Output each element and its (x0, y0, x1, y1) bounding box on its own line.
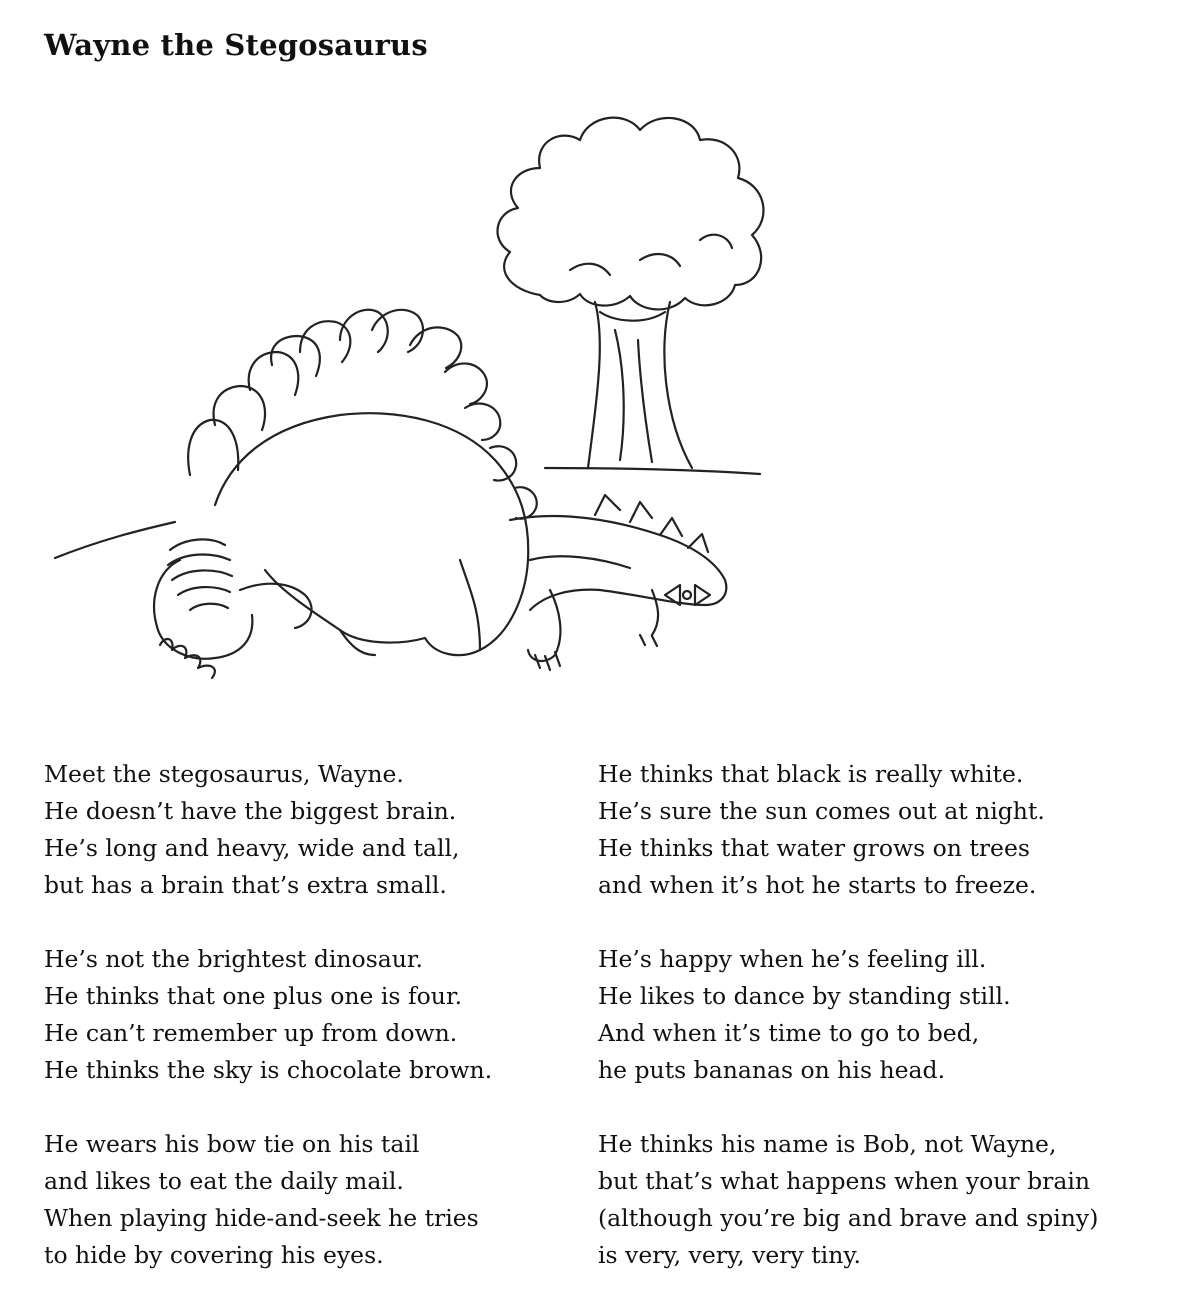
poem-line: And when it’s time to go to bed, (598, 1019, 980, 1047)
dinosaur-tail (510, 516, 726, 610)
stanza (44, 1126, 604, 1274)
poem-line: (although you’re big and brave and spiny) (598, 1204, 1099, 1232)
poem-line: He thinks that water grows on trees (598, 834, 1030, 862)
poem-line: He’s happy when he’s feeling ill. (598, 945, 987, 973)
poem-line: When playing hide-and-seek he tries (44, 1204, 479, 1232)
ground-line (55, 522, 175, 558)
poem-right-column (598, 756, 1158, 1311)
poem-line: He likes to dance by standing still. (598, 982, 1011, 1010)
poem-line: He doesn’t have the biggest brain. (44, 797, 457, 825)
dinosaur-body (215, 413, 528, 655)
stanza (598, 1126, 1158, 1274)
stanza (44, 756, 604, 904)
poem-line: and likes to eat the daily mail. (44, 1167, 404, 1195)
poem-line: He thinks that one plus one is four. (44, 982, 463, 1010)
poem-line: Meet the stegosaurus, Wayne. (44, 760, 404, 788)
poem-line: He thinks the sky is chocolate brown. (44, 1056, 493, 1084)
poem-line: but has a brain that’s extra small. (44, 871, 447, 899)
tree-trunk (664, 302, 692, 468)
page-title: Wayne the Stegosaurus (44, 28, 428, 62)
poem-line: to hide by covering his eyes. (44, 1241, 384, 1269)
poem-line: is very, very, very tiny. (598, 1241, 861, 1269)
stegosaurus-illustration (40, 90, 780, 700)
ground-line (545, 468, 760, 474)
hands-covering-eyes (168, 539, 232, 610)
poem-line: He wears his bow tie on his tail (44, 1130, 420, 1158)
poem-line: He thinks that black is really white. (598, 760, 1024, 788)
tail-spikes (595, 495, 708, 552)
stanza (44, 941, 604, 1089)
stanza (598, 941, 1158, 1089)
poem-line: He’s long and heavy, wide and tall, (44, 834, 460, 862)
poem-line: he puts bananas on his head. (598, 1056, 946, 1084)
poem-line: but that’s what happens when your brain (598, 1167, 1091, 1195)
dinosaur-head (154, 560, 252, 659)
tree-trunk (588, 302, 600, 468)
stanza (598, 756, 1158, 904)
poem-line: He’s sure the sun comes out at night. (598, 797, 1045, 825)
poem-line: He’s not the brightest dinosaur. (44, 945, 424, 973)
tree-canopy (498, 118, 764, 310)
poem-line: and when it’s hot he starts to freeze. (598, 871, 1037, 899)
poem-line: He can’t remember up from down. (44, 1019, 458, 1047)
poem-left-column (44, 756, 604, 1311)
poem-line: He thinks his name is Bob, not Wayne, (598, 1130, 1057, 1158)
